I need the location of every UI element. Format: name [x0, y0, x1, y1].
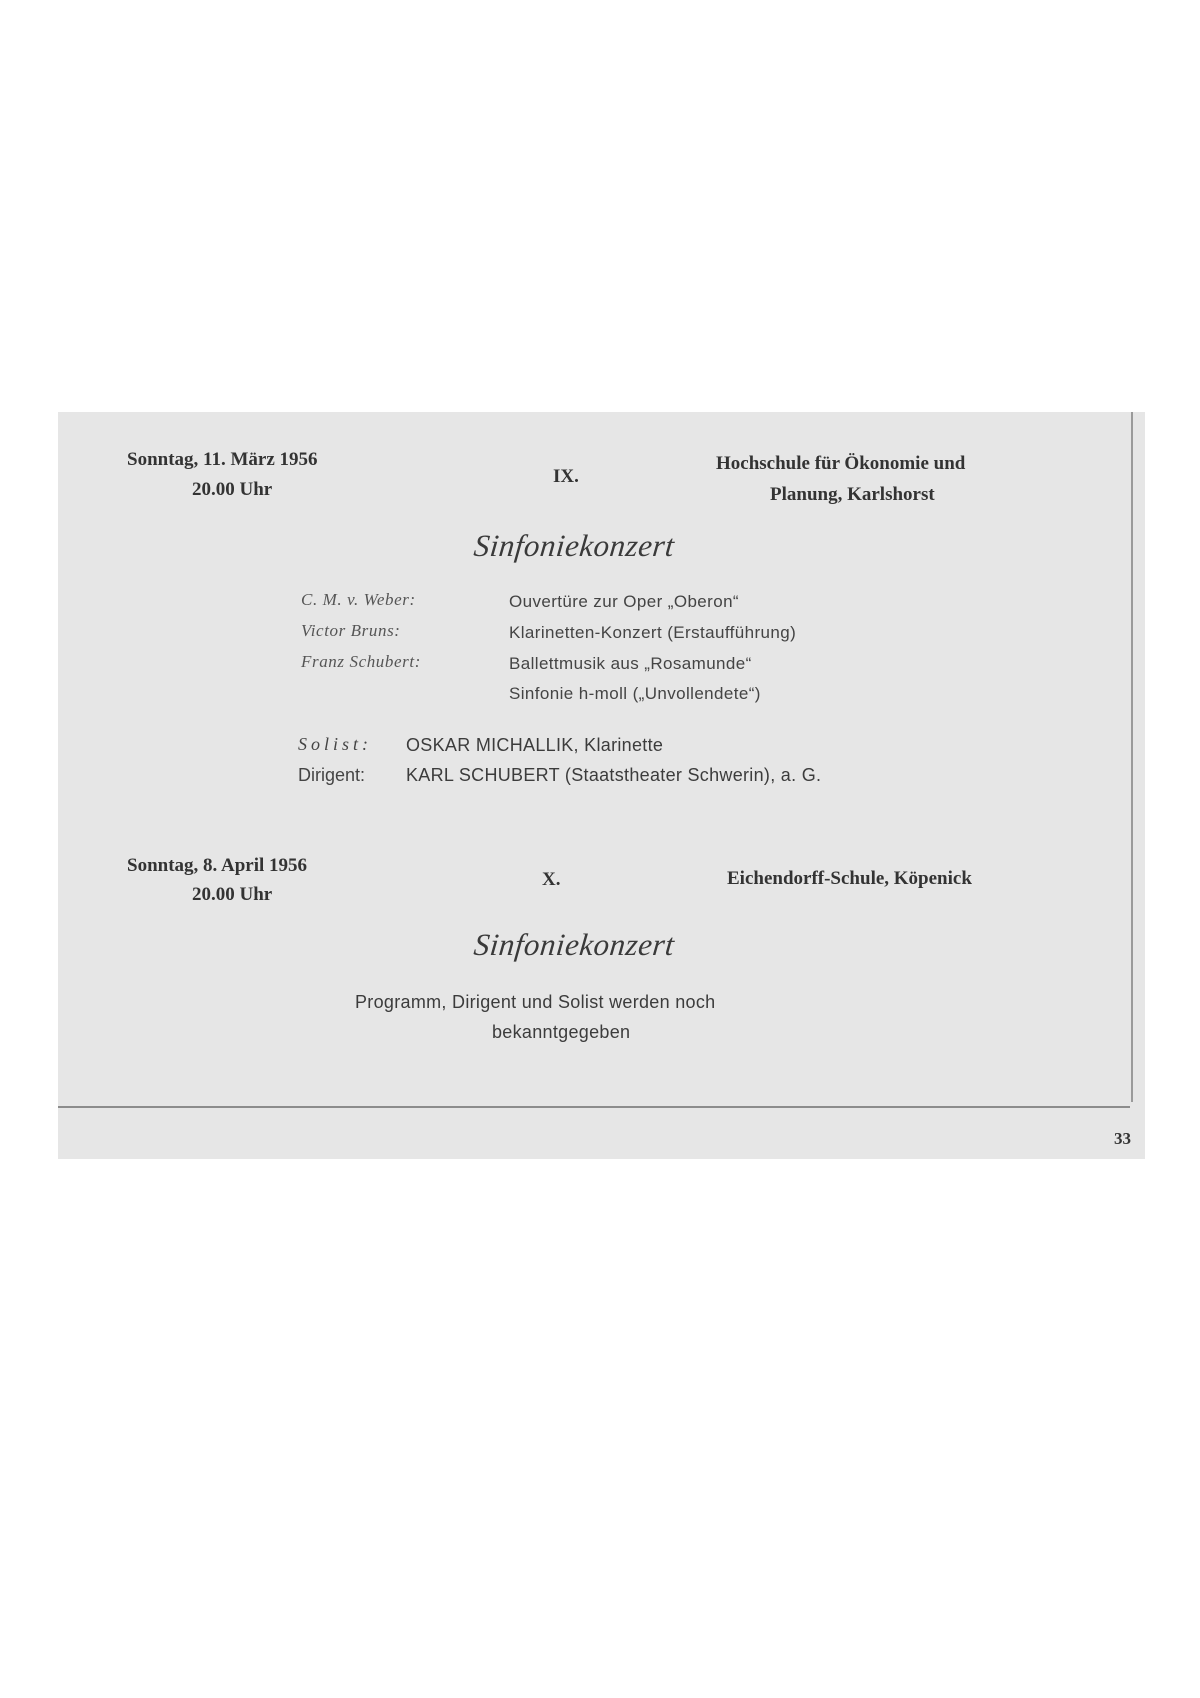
program-work: Sinfonie h-moll („Unvollendete“) [509, 684, 761, 703]
bottom-rule [58, 1106, 1130, 1108]
concert-x-note-line1: Programm, Dirigent und Solist werden noch [355, 992, 716, 1012]
concert-x-date: Sonntag, 8. April 1956 [127, 855, 308, 876]
program-work: Klarinetten-Konzert (Erstaufführung) [509, 623, 797, 642]
conductor-label: Dirigent: [298, 765, 366, 785]
concert-x-title: Sinfoniekonzert [472, 927, 677, 962]
concert-x-time: 20.00 Uhr [192, 884, 273, 905]
program-composer: Franz Schubert: [301, 652, 421, 671]
program-work: Ballettmusik aus „Rosamunde“ [509, 654, 752, 673]
concert-ix-time: 20.00 Uhr [192, 479, 273, 500]
conductor-name: KARL SCHUBERT (Staatstheater Schwerin), a. G. [406, 765, 822, 785]
concert-ix-venue-line1: Hochschule für Ökonomie und [716, 453, 966, 474]
concert-x-note-line2: bekanntgegeben [492, 1022, 631, 1042]
soloist-name: OSKAR MICHALLIK, Klarinette [406, 735, 664, 755]
concert-x-number: X. [542, 869, 561, 890]
program-composer: Victor Bruns: [301, 621, 401, 640]
program-composer: C. M. v. Weber: [301, 590, 416, 609]
concert-ix-title: Sinfoniekonzert [472, 528, 677, 563]
concert-ix-date: Sonntag, 11. März 1956 [127, 449, 318, 470]
concert-ix-venue-line2: Planung, Karlshorst [770, 484, 935, 505]
concert-x-venue: Eichendorff-Schule, Köpenick [727, 868, 972, 889]
concert-ix-number: IX. [553, 466, 579, 487]
page-number: 33 [1114, 1129, 1131, 1148]
program-work: Ouvertüre zur Oper „Oberon“ [509, 592, 739, 611]
soloist-label: Solist: [298, 734, 373, 754]
page-edge-line [1131, 412, 1133, 1102]
